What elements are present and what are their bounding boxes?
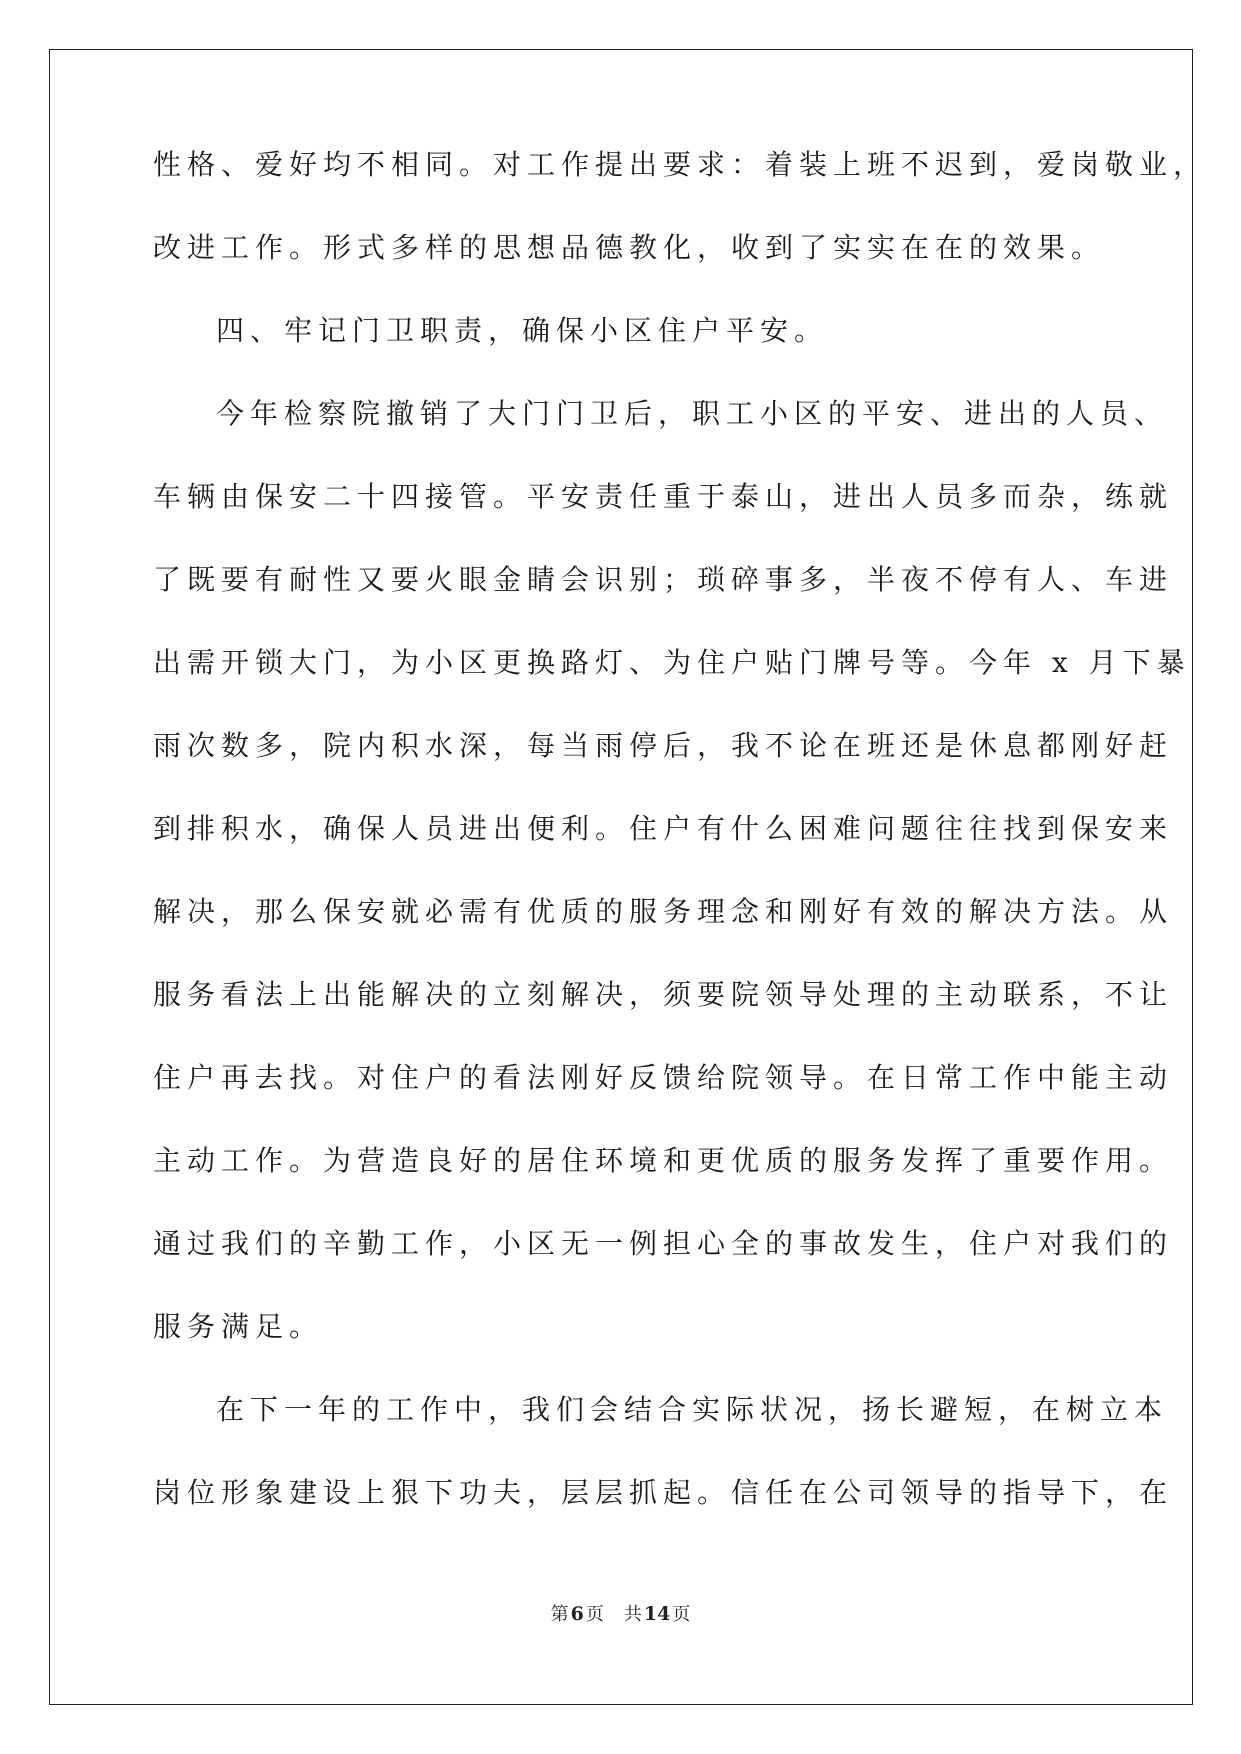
- text-line: 到排积水，确保人员进出便利。住户有什么困难问题往往找到保安来: [153, 812, 1174, 845]
- text-line: 通过我们的辛勤工作，小区无一例担心全的事故发生，住户对我们的: [153, 1227, 1174, 1260]
- text-line: 改进工作。形式多样的思想品德教化，收到了实实在在的效果。: [153, 231, 1106, 264]
- text-line: 车辆由保安二十四接管。平安责任重于泰山，进出人员多而杂，练就: [153, 480, 1174, 513]
- text-line: 出需开锁大门，为小区更换路灯、为住户贴门牌号等。今年 x 月下暴: [153, 646, 1191, 679]
- text-line: 雨次数多，院内积水深，每当雨停后，我不论在班还是休息都刚好赶: [153, 729, 1174, 762]
- page-prefix: 第: [550, 1604, 569, 1625]
- page-footer: [0, 1600, 1241, 1626]
- text-line: 服务看法上出能解决的立刻解决，须要院领导处理的主动联系，不让: [153, 978, 1174, 1011]
- page-unit: 页: [585, 1604, 604, 1625]
- text-line: 主动工作。为营造良好的居住环境和更优质的服务发挥了重要作用。: [153, 1144, 1174, 1177]
- page-current: 6: [570, 1603, 584, 1625]
- total-prefix: 共: [623, 1604, 642, 1625]
- text-line: 服务满足。: [153, 1310, 324, 1343]
- document-body: [153, 148, 1208, 1562]
- text-line: 住户再去找。对住户的看法刚好反馈给院领导。在日常工作中能主动: [153, 1061, 1174, 1094]
- text-line: 解决，那么保安就必需有优质的服务理念和刚好有效的解决方法。从: [153, 895, 1174, 928]
- text-line: 性格、爱好均不相同。对工作提出要求：着装上班不迟到，爱岗敬业，: [153, 148, 1208, 181]
- text-line: 了既要有耐性又要火眼金睛会识别；琐碎事多，半夜不停有人、车进: [153, 563, 1174, 596]
- total-unit: 页: [672, 1604, 691, 1625]
- text-line: 今年检察院撤销了大门门卫后，职工小区的平安、进出的人员、: [216, 397, 1169, 430]
- text-line: 在下一年的工作中，我们会结合实际状况，扬长避短，在树立本: [216, 1393, 1169, 1426]
- page-total: 14: [643, 1603, 671, 1625]
- text-line: 岗位形象建设上狠下功夫，层层抓起。信任在公司领导的指导下，在: [153, 1476, 1174, 1509]
- section-heading: 四、牢记门卫职责，确保小区住户平安。: [216, 314, 829, 347]
